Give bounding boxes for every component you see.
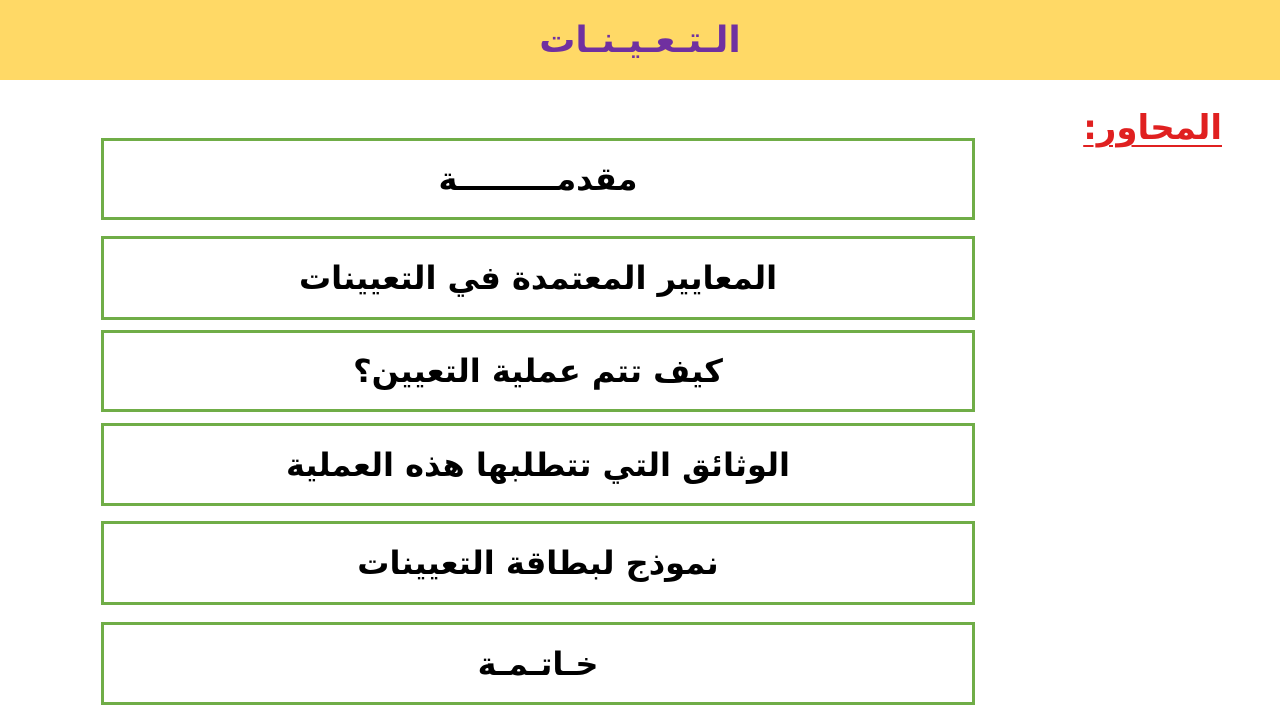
topic-box-card-sample: [101, 521, 975, 605]
topic-label: مقدمـــــــــة: [438, 160, 638, 198]
header-bar: [0, 0, 1280, 80]
topic-label: المعايير المعتمدة في التعيينات: [298, 259, 778, 297]
topic-label: كيف تتم عملية التعيين؟: [353, 352, 723, 390]
topic-box-process: [101, 330, 975, 412]
topic-label: خـاتـمـة: [477, 644, 599, 683]
axes-heading: المحاور:: [1083, 108, 1222, 148]
topic-box-introduction: [101, 138, 975, 220]
page-title: الـتـعـيـنـات: [539, 19, 741, 61]
topic-box-criteria: [101, 236, 975, 320]
topic-label: الوثائق التي تتطلبها هذه العملية: [285, 445, 791, 484]
topic-label: نموذج لبطاقة التعيينات: [357, 544, 719, 582]
topic-box-conclusion: [101, 622, 975, 705]
topic-box-documents: [101, 423, 975, 506]
